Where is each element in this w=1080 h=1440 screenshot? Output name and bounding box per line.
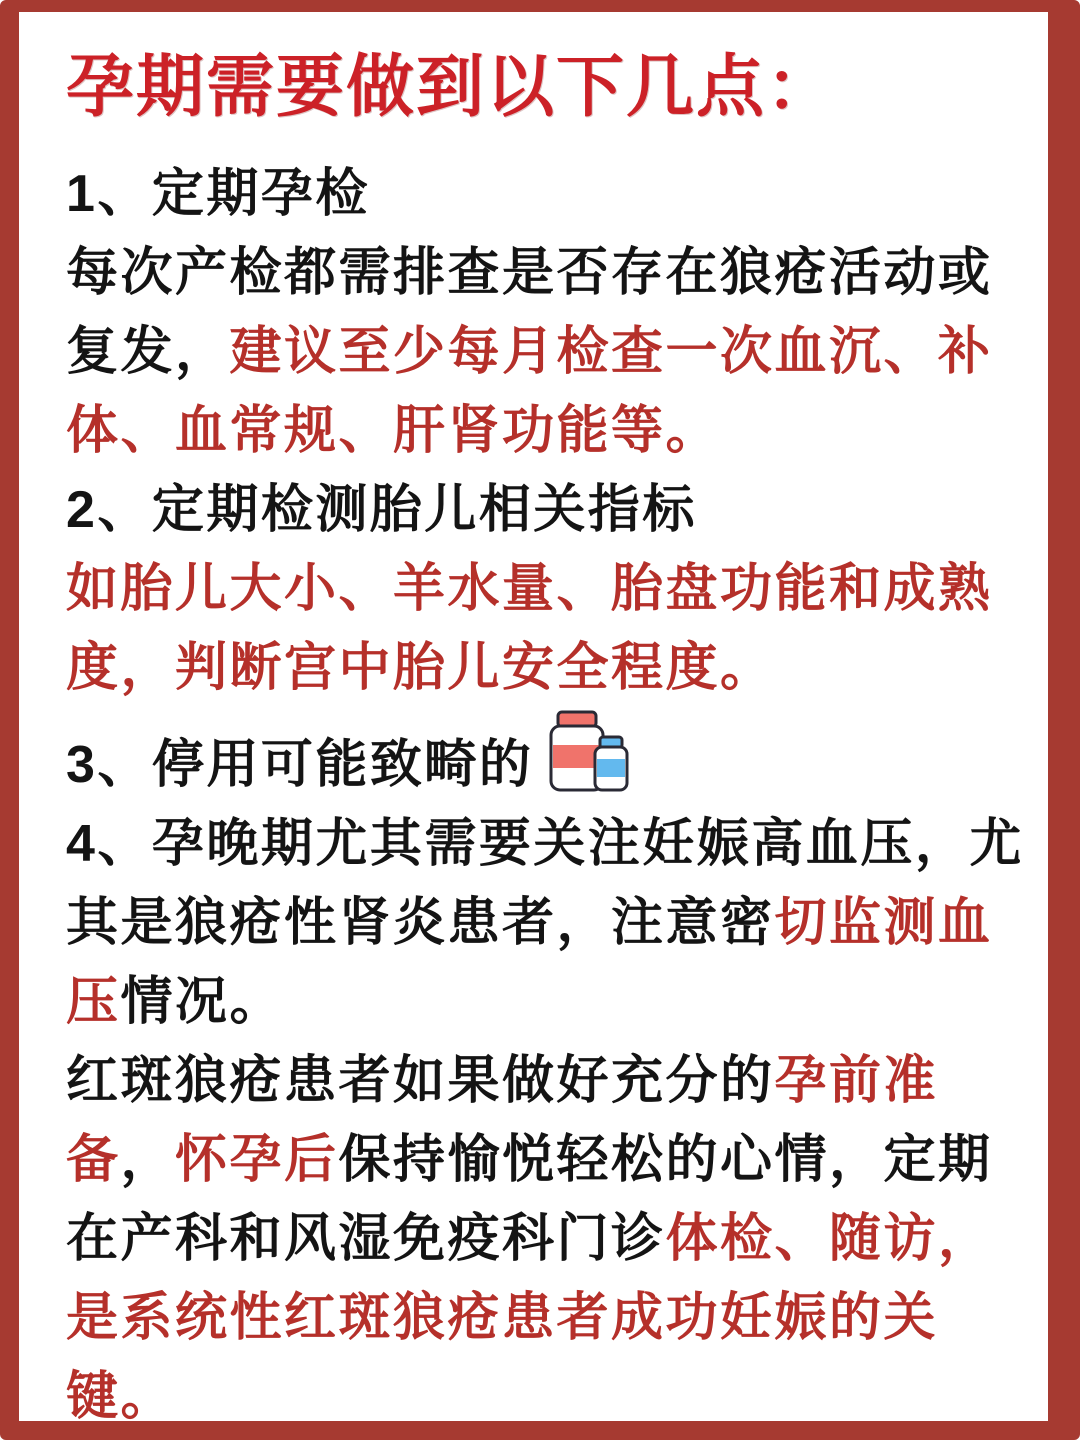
page-title: 孕期需要做到以下几点：	[66, 49, 837, 125]
text-segment: 键。	[66, 1368, 176, 1426]
text-line	[66, 550, 1032, 629]
text-segment: 其是狼疮性肾炎患者，注意密	[66, 894, 775, 952]
text-segment: 压	[66, 973, 121, 1031]
text-line	[66, 234, 1032, 313]
text-segment: 是系统性红斑狼疮患者成功妊娠的关	[66, 1289, 939, 1347]
text-segment: 孕前准	[774, 1052, 939, 1110]
text-segment: 2、定期检测胎儿相关指标	[66, 481, 697, 539]
text-segment: 每次产检都需排查是否存在狼疮活动或	[66, 244, 993, 302]
text-segment: 度，判断宫中胎儿安全程度。	[66, 639, 775, 697]
text-segment: 体检、随访，	[665, 1210, 993, 1268]
text-segment: 怀孕后	[175, 1131, 339, 1189]
text-line	[66, 629, 1032, 708]
body-text	[66, 155, 1032, 1437]
text-line	[66, 1358, 1032, 1437]
text-segment: 4、孕晚期尤其需要关注妊娠高血压，尤	[66, 815, 1024, 873]
text-line	[66, 884, 1032, 963]
text-segment: 如胎儿大小、羊水量、胎盘功能和成熟	[66, 560, 993, 618]
text-line	[66, 155, 1032, 234]
text-segment: 复发，	[66, 323, 230, 381]
text-segment: 保持愉悦轻松的心情，定期	[338, 1131, 993, 1189]
content-area	[66, 44, 1032, 1437]
text-segment: 建议至少每月检查一次血沉、补	[229, 323, 993, 381]
medicine-bottles-icon	[541, 708, 633, 794]
text-segment: 体、血常规、肝肾功能等。	[66, 402, 721, 460]
text-segment: ，	[120, 1131, 176, 1189]
text-segment: 备	[66, 1131, 121, 1189]
text-line	[66, 471, 1032, 550]
text-line	[66, 1200, 1032, 1279]
text-line	[66, 392, 1032, 471]
text-segment: 情况。	[120, 973, 285, 1031]
text-line	[66, 313, 1032, 392]
text-line	[66, 805, 1032, 884]
text-segment: 切监测血	[774, 894, 993, 952]
text-segment: 3、停用可能致畸的	[66, 736, 534, 794]
text-segment: 在产科和风湿免疫科门诊	[66, 1210, 666, 1268]
text-line	[66, 963, 1032, 1042]
text-line	[66, 1042, 1032, 1121]
text-line	[66, 1121, 1032, 1200]
text-segment: 红斑狼疮患者如果做好充分的	[66, 1052, 775, 1110]
text-line	[66, 708, 1032, 805]
text-segment: 1、定期孕检	[66, 165, 370, 223]
text-line	[66, 1279, 1032, 1358]
